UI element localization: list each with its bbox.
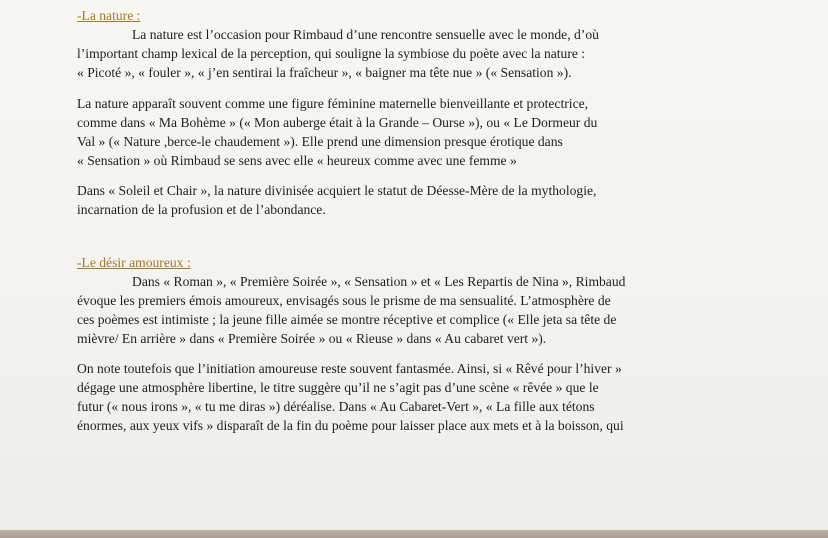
text-line: « Sensation » où Rimbaud se sens avec elle « heureux comme avec une femme »: [77, 153, 517, 168]
paragraph-gap: [77, 348, 737, 359]
text-line: La nature est l’occasion pour Rimbaud d’une rencontre sensuelle avec le monde, d’où: [132, 27, 599, 42]
desk-edge: [0, 530, 828, 538]
text-line: comme dans « Ma Bohème » (« Mon auberge était à la Grande – Ourse »), ou « Le Dormeur du: [77, 115, 598, 130]
paragraph-desir-2: [77, 359, 737, 435]
text-line: « Picoté », « fouler », « j’en sentirai la fraîcheur », « baigner ma tête nue » (« Sensation »).: [77, 65, 572, 80]
text-line: énormes, aux yeux vifs » disparaît de la fin du poème pour laisser place aux mets et à la boisson, qui: [77, 418, 624, 433]
paragraph-gap: [77, 82, 737, 94]
text-line: Dans « Roman », « Première Soirée », « Sensation » et « Les Repartis de Nina », Rimbaud: [132, 274, 626, 289]
paragraph-desir-1: [77, 272, 737, 348]
text-line: On note toutefois que l’initiation amoureuse reste souvent fantasmée. Ainsi, si « Rêvé pour l’hiver »: [77, 361, 622, 376]
section-heading-desir: -Le désir amoureux :: [77, 255, 191, 270]
text-line: dégage une atmosphère libertine, le titre suggère qu’il ne s’agit pas d’une scène « rêvée » que le: [77, 380, 599, 395]
document-text: [77, 6, 737, 435]
text-line: La nature apparaît souvent comme une figure féminine maternelle bienveillante et protectrice,: [77, 96, 589, 111]
text-line: Val » (« Nature ,berce-le chaudement »). Elle prend une dimension presque érotique dans: [77, 134, 563, 149]
paragraph-nature-3: [77, 181, 737, 219]
paragraph-gap: [77, 170, 737, 181]
text-line: mièvre/ En arrière » dans « Première Soirée » ou « Rieuse » dans « Au cabaret vert »).: [77, 331, 547, 346]
section-heading-nature: -La nature :: [77, 8, 141, 23]
paragraph-nature-2: [77, 94, 737, 170]
text-line: l’important champ lexical de la perception, qui souligne la symbiose du poète avec la nature :: [77, 46, 586, 61]
text-line: futur (« nous irons », « tu me diras ») déréalise. Dans « Au Cabaret-Vert », « La fille aux tétons: [77, 399, 595, 414]
text-line: incarnation de la profusion et de l’abondance.: [77, 202, 326, 217]
text-line: Dans « Soleil et Chair », la nature divinisée acquiert le statut de Déesse-Mère de la mythologie,: [77, 183, 597, 198]
text-line: évoque les premiers émois amoureux, envisagés sous le prisme de ma sensualité. L’atmosphère de: [77, 293, 611, 308]
section-gap: [77, 219, 737, 253]
paragraph-nature-1: [77, 25, 737, 82]
text-line: ces poèmes est intimiste ; la jeune fille aimée se montre réceptive et complice (« Elle jeta sa tête de: [77, 312, 617, 327]
